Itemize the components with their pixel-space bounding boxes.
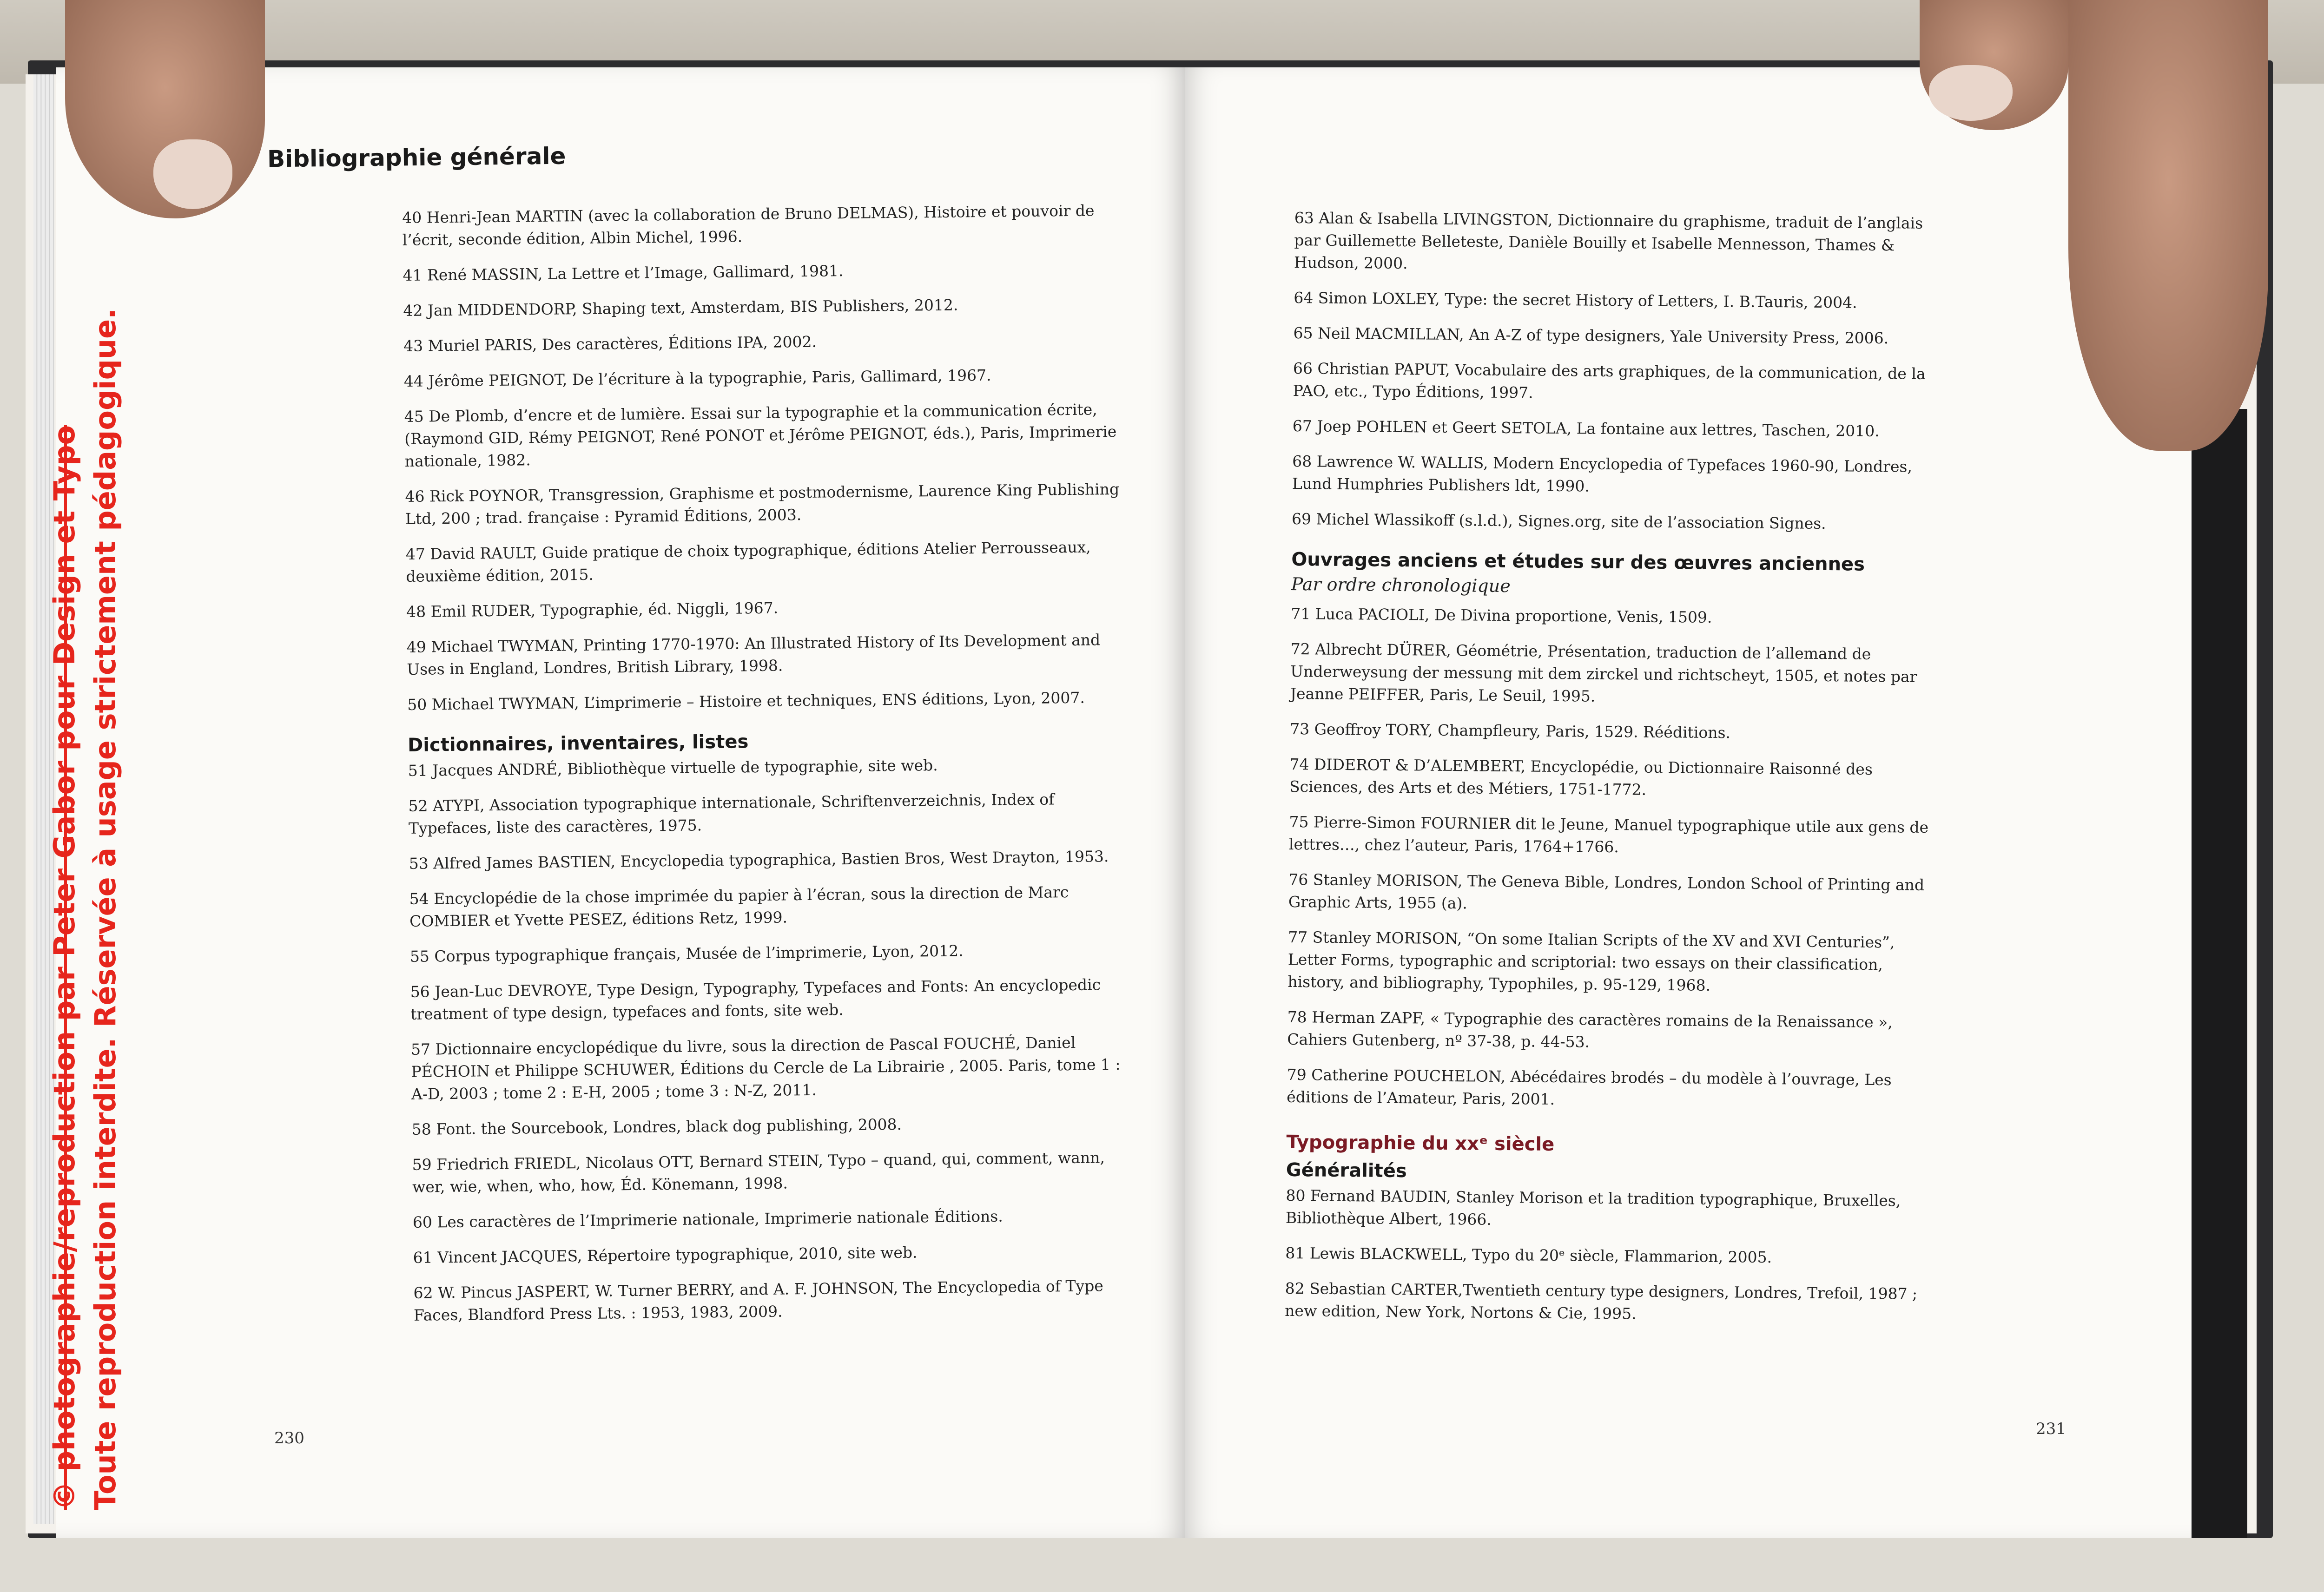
watermark <box>44 23 126 1510</box>
entry: 48 Emil RUDER, Typographie, éd. Niggli, 1967. <box>406 599 779 621</box>
entry: 77 Stanley MORISON, “On some Italian Scripts of the XV and XVI Centuries”, Letter Forms, typographic and scriptorial: two essays on their classification, history, and bibliography, Typophiles, p. 95-129, 1968. <box>1287 928 1895 994</box>
entry: 78 Herman ZAPF, « Typographie des caractères romains de la Renaissance », Cahiers Gutenberg, nº 37-38, p. 44-53. <box>1287 1007 1893 1051</box>
page-number: 230 <box>274 1429 304 1447</box>
entry: 65 Neil MACMILLAN, An A-Z of type designers, Yale University Press, 2006. <box>1293 323 1889 348</box>
entry: 69 Michel Wlassikoff (s.l.d.), Signes.org, site de l’association Signes. <box>1291 509 1826 533</box>
left-page <box>56 67 1185 1538</box>
section-heading: Dictionnaires, inventaires, listes <box>407 731 749 756</box>
entry: 43 Muriel PARIS, Des caractères, Éditions IPA, 2002. <box>403 332 817 355</box>
entry: 63 Alan & Isabella LIVINGSTON, Dictionnaire du graphisme, traduit de l’anglais par Guillemette Belleteste, Danièle Bouilly et Isabelle Mennesson, Thames & Hudson, 2000. <box>1294 208 1923 273</box>
entry: 81 Lewis BLACKWELL, Typo du 20ᵉ siècle, Flammarion, 2005. <box>1285 1243 1772 1267</box>
running-title: Bibliographie générale <box>267 142 566 173</box>
entry: 55 Corpus typographique français, Musée de l’imprimerie, Lyon, 2012. <box>409 941 964 966</box>
right-thumbnail <box>1929 65 2013 121</box>
entry: 42 Jan MIDDENDORP, Shaping text, Amsterdam, BIS Publishers, 2012. <box>403 296 958 320</box>
entry: 50 Michael TWYMAN, L’imprimerie – Histoire et techniques, ENS éditions, Lyon, 2007. <box>407 688 1085 714</box>
left-column <box>402 199 1139 1340</box>
watermark-line2: Toute reproduction interdite. Réservée à usage strictement pédagogique. <box>88 308 122 1510</box>
entry: 54 Encyclopédie de la chose imprimée du papier à l’écran, sous la direction de Marc COMBIER et Yvette PESEZ, éditions Retz, 1999. <box>409 883 1069 930</box>
entry: 49 Michael TWYMAN, Printing 1770-1970: An Illustrated History of Its Development and Uses in England, Londres, British Library, 1998. <box>406 631 1101 678</box>
entry: 80 Fernand BAUDIN, Stanley Morison et la tradition typographique, Bruxelles, Bibliothèque Albert, 1966. <box>1285 1186 1901 1229</box>
entry: 41 René MASSIN, La Lettre et l’Image, Gallimard, 1981. <box>403 262 844 284</box>
entry: 75 Pierre-Simon FOURNIER dit le Jeune, Manuel typographique utile aux gens de lettres…, chez l’auteur, Paris, 1764+1766. <box>1288 812 1929 856</box>
entry: 72 Albrecht DÜRER, Géométrie, Présentation, traduction de l’allemand de Underweysung der messung mit dem zirckel und richtscheyt, 1505, et notes par Jeanne PEIFFER, Paris, Le Seuil, 1995. <box>1290 639 1917 705</box>
page-number: 231 <box>2036 1420 2066 1438</box>
entry: 58 Font. the Sourcebook, Londres, black dog publishing, 2008. <box>411 1115 902 1138</box>
entry: 40 Henri-Jean MARTIN (avec la collaboration de Bruno DELMAS), Histoire et pouvoir de l’écrit, seconde édition, Albin Michel, 1996. <box>402 201 1095 249</box>
part-heading: Typographie du xxᵉ siècle <box>1286 1131 1555 1155</box>
entry: 52 ATYPI, Association typographique internationale, Schriftenverzeichnis, Index of Typefaces, liste des caractères, 1975. <box>408 790 1055 837</box>
entry: 51 Jacques ANDRÉ, Bibliothèque virtuelle de typographie, site web. <box>408 756 938 780</box>
entry: 61 Vincent JACQUES, Répertoire typographique, 2010, site web. <box>413 1243 918 1267</box>
entry: 73 Geoffroy TORY, Champfleury, Paris, 1529. Rééditions. <box>1290 719 1731 742</box>
entry: 76 Stanley MORISON, The Geneva Bible, Londres, London School of Printing and Graphic Arts, 1955 (a). <box>1288 870 1925 913</box>
section-subheading: Par ordre chronologique <box>1291 573 1511 597</box>
cover-edge <box>2192 409 2247 1538</box>
right-page <box>1185 67 2199 1538</box>
right-column <box>1285 207 1936 1341</box>
entry: 71 Luca PACIOLI, De Divina proportione, Venis, 1509. <box>1291 604 1712 626</box>
section-heading: Ouvrages anciens et études sur des œuvres anciennes <box>1291 548 1865 575</box>
entry: 68 Lawrence W. WALLIS, Modern Encyclopedia of Typefaces 1960-90, Londres, Lund Humphries Publishers ldt, 1990. <box>1292 452 1913 495</box>
entry: 56 Jean-Luc DEVROYE, Type Design, Typography, Typefaces and Fonts: An encyclopedic treatment of type design, typefaces and fonts, site web. <box>410 975 1101 1023</box>
entry: 82 Sebastian CARTER,Twentieth century type designers, Londres, Trefoil, 1987 ; new edition, New York, Nortons & Cie, 1995. <box>1285 1279 1918 1323</box>
entry: 64 Simon LOXLEY, Type: the secret History of Letters, I. B.Tauris, 2004. <box>1294 288 1857 312</box>
entry: 60 Les caractères de l’Imprimerie nationale, Imprimerie nationale Éditions. <box>412 1207 1003 1231</box>
left-thumbnail <box>153 139 232 209</box>
entry: 74 DIDEROT & D’ALEMBERT, Encyclopédie, ou Dictionnaire Raisonné des Sciences, des Arts et des Métiers, 1751-1772. <box>1289 755 1873 799</box>
right-hand <box>2068 0 2268 451</box>
entry: 46 Rick POYNOR, Transgression, Graphisme et postmodernisme, Laurence King Publishing Ltd, 200 ; trad. française : Pyramid Éditions, 2003. <box>405 480 1120 528</box>
entry: 45 De Plomb, d’encre et de lumière. Essai sur la typographie et la communication écrite, (Raymond GID, Rémy PEIGNOT, René PONOT et Jérôme PEIGNOT, éds.), Paris, Imprimerie nationale, 1982. <box>404 400 1117 470</box>
entry: 44 Jérôme PEIGNOT, De l’écriture à la typographie, Paris, Gallimard, 1967. <box>403 366 991 390</box>
entry: 59 Friedrich FRIEDL, Nicolaus OTT, Bernard STEIN, Typo – quand, qui, comment, wann, wer, wie, when, who, how, Éd. Könemann, 1998. <box>412 1148 1105 1196</box>
watermark-line1: © photographie/reproduction par Peter Gabor pour Design et Typo <box>47 425 81 1510</box>
part-subheading: Généralités <box>1286 1159 1407 1182</box>
entry: 53 Alfred James BASTIEN, Encyclopedia typographica, Bastien Bros, West Drayton, 1953. <box>409 847 1109 873</box>
entry: 79 Catherine POUCHELON, Abécédaires brodés – du modèle à l’ouvrage, Les éditions de l’Amateur, Paris, 2001. <box>1287 1065 1892 1108</box>
entry: 62 W. Pincus JASPERT, W. Turner BERRY, and A. F. JOHNSON, The Encyclopedia of Type Faces, Blandford Press Lts. : 1953, 1983, 2009. <box>413 1276 1103 1324</box>
entry: 66 Christian PAPUT, Vocabulaire des arts graphiques, de la communication, de la PAO, etc., Typo Éditions, 1997. <box>1293 359 1926 402</box>
entry: 47 David RAULT, Guide pratique de choix typographique, éditions Atelier Perrousseaux, deuxième édition, 2015. <box>405 538 1091 585</box>
entry: 67 Joep POHLEN et Geert SETOLA, La fontaine aux lettres, Taschen, 2010. <box>1292 416 1880 441</box>
entry: 57 Dictionnaire encyclopédique du livre, sous la direction de Pascal FOUCHÉ, Daniel PÉCHOIN et Philippe SCHUWER, Éditions du Cercle de La Librairie , 2005. Paris, tome 1 : A-D, 2003 ; tome 2 : E-H, 2005 ; tome 3 : N-Z, 2011. <box>410 1033 1121 1103</box>
